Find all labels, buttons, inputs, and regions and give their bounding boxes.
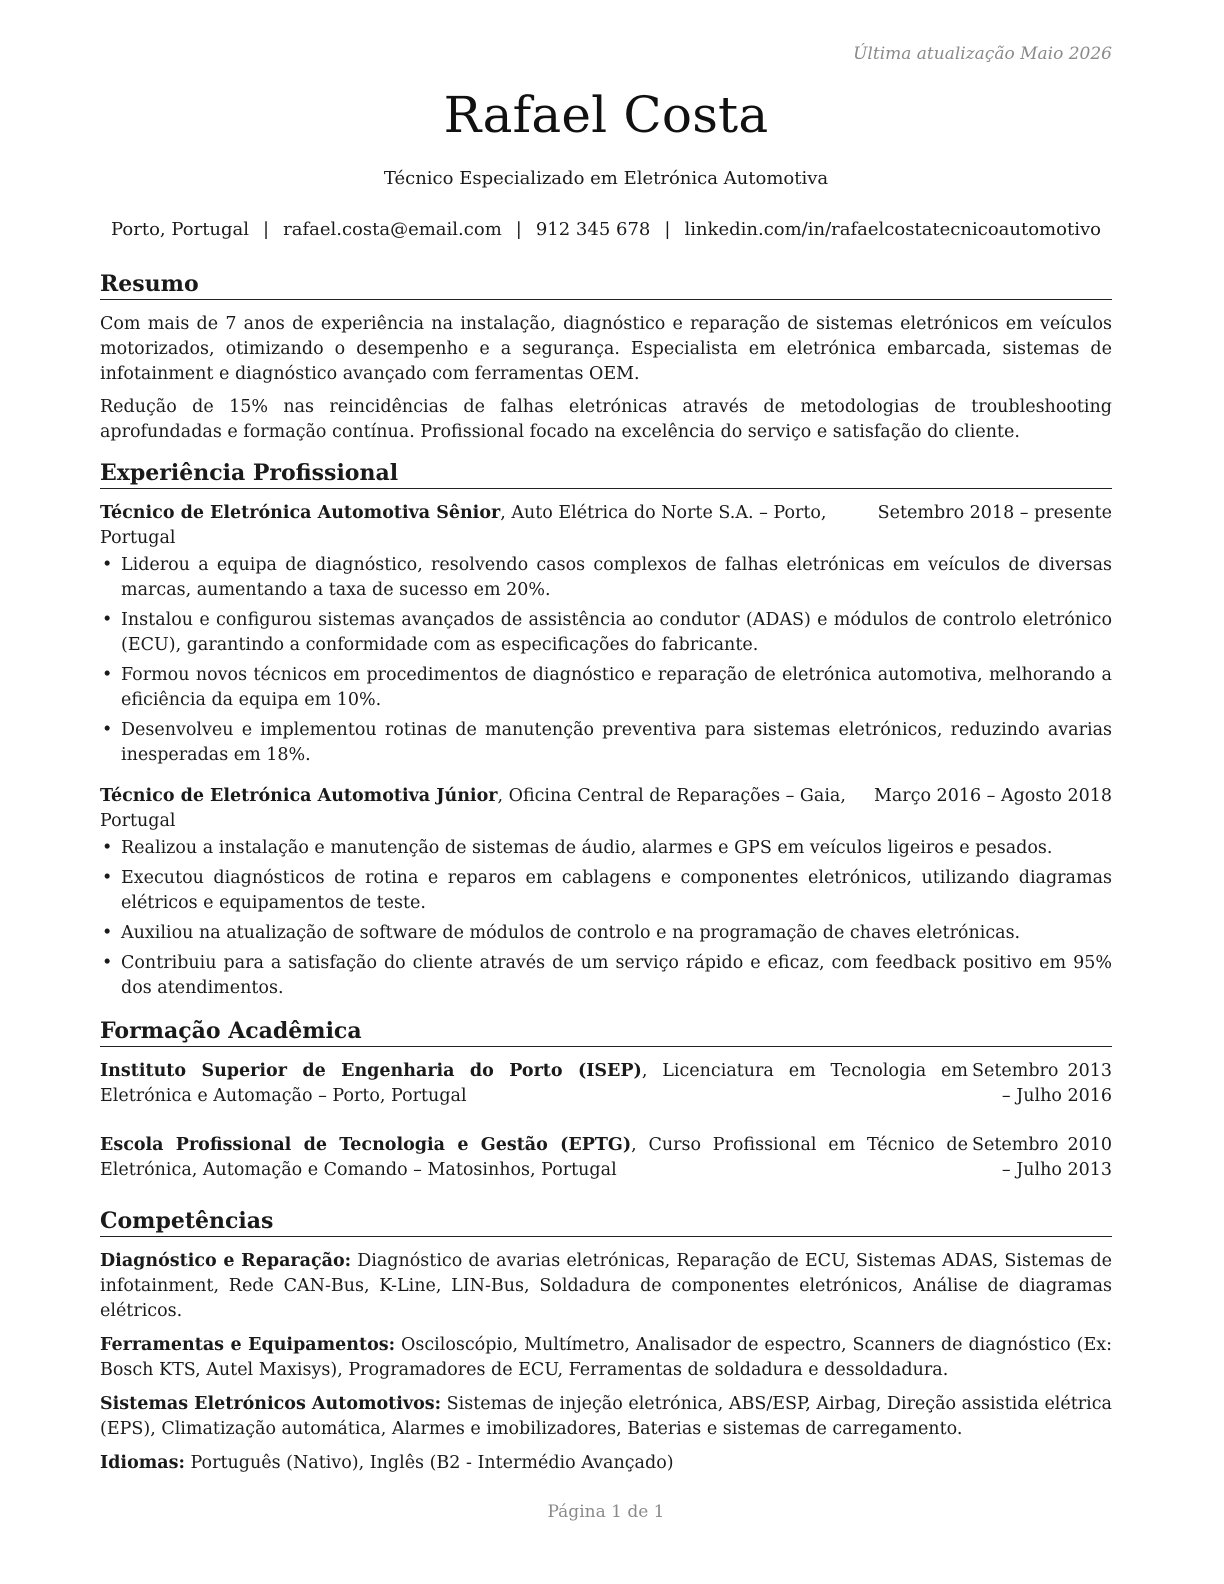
job-entry <box>100 501 1112 768</box>
job-dates: Março 2016 – Agosto 2018 <box>873 786 1112 806</box>
skill-label: Sistemas Eletrónicos Automotivos: <box>100 1394 442 1414</box>
headline: Técnico Especializado em Eletrónica Automotiva <box>383 168 829 189</box>
job-dates: Setembro 2018 – presente <box>877 503 1112 523</box>
contact-phone: 912 345 678 <box>535 219 651 240</box>
bullet-marker: • <box>102 923 113 943</box>
skill-group <box>100 1451 1112 1476</box>
job-role: Técnico de Eletrónica Automotiva Sênior <box>100 503 501 523</box>
section-title: Resumo <box>100 270 1112 300</box>
education-school: Instituto Superior de Engenharia do Porto (ISEP) <box>100 1061 642 1081</box>
education-entry <box>100 1133 1112 1183</box>
job-bullets <box>100 836 1112 1001</box>
list-item <box>100 951 1112 1001</box>
candidate-name: Rafael Costa <box>443 86 769 144</box>
bullet-marker: • <box>102 610 113 630</box>
skill-text: Sistemas de injeção eletrónica, ABS/ESP, Airbag, Direção assistida elétrica (EPS), Climatização automática, Alarmes e imobilizadores, Baterias e sistemas de carregamento. <box>100 1394 1112 1439</box>
job-role: Técnico de Eletrónica Automotiva Júnior <box>100 786 498 806</box>
education-dates: Setembro 2013 – Julho 2016 <box>972 1061 1112 1106</box>
section-title: Experiência Profissional <box>100 459 1112 489</box>
contact-location: Porto, Portugal <box>111 219 250 240</box>
skill-text: Osciloscópio, Multímetro, Analisador de espectro, Scanners de diagnóstico (Ex: Bosch KTS, Autel Maxisys), Programadores de ECU, Ferramentas de soldadura e dessoldadura. <box>100 1335 1112 1380</box>
skill-group <box>100 1392 1112 1442</box>
resume-page <box>100 0 1112 1584</box>
page-number: Página 1 de 1 <box>547 1502 665 1522</box>
summary-paragraph: Com mais de 7 anos de experiência na instalação, diagnóstico e reparação de sistemas eletrónicos em veículos motorizados, otimizando o desempenho e a segurança. Especialista em eletrónica embarcada, sistemas de infotainment e diagnóstico avançado com ferramentas OEM. <box>100 314 1112 384</box>
bullet-marker: • <box>102 720 113 740</box>
contact-linkedin[interactable]: linkedin.com/in/rafaelcostatecnicoautomotivo <box>684 219 1101 240</box>
job-entry <box>100 784 1112 1001</box>
last-updated: Última atualização Maio 2026 <box>853 44 1112 64</box>
education-school: Escola Profissional de Tecnologia e Gestão (EPTG) <box>100 1135 632 1155</box>
skill-group <box>100 1249 1112 1324</box>
contact-separator: | <box>664 219 671 240</box>
bullet-text: Realizou a instalação e manutenção de sistemas de áudio, alarmes e GPS em veículos ligeiros e pesados. <box>121 838 1053 858</box>
job-company: , Oficina Central de Reparações – Gaia, Portugal <box>100 786 846 831</box>
contact-separator: | <box>263 219 270 240</box>
bullet-text: Instalou e configurou sistemas avançados de assistência ao condutor (ADAS) e módulos de controlo eletrónico (ECU), garantindo a conformidade com as especificações do fabricante. <box>121 610 1112 655</box>
contact-separator: | <box>515 219 522 240</box>
skill-group <box>100 1333 1112 1383</box>
bullet-text: Liderou a equipa de diagnóstico, resolvendo casos complexos de falhas eletrónicas em veículos de diversas marcas, aumentando a taxa de sucesso em 20%. <box>121 555 1112 600</box>
job-company: , Auto Elétrica do Norte S.A. – Porto, Portugal <box>100 503 827 548</box>
resume-content <box>100 270 1112 1490</box>
section-title: Formação Acadêmica <box>100 1017 1112 1047</box>
bullet-text: Formou novos técnicos em procedimentos de diagnóstico e reparação de eletrónica automotiva, melhorando a eficiência da equipa em 10%. <box>121 665 1112 710</box>
list-item <box>100 608 1112 658</box>
skill-text: Diagnóstico de avarias eletrónicas, Reparação de ECU, Sistemas ADAS, Sistemas de infotainment, Rede CAN-Bus, K-Line, LIN-Bus, Soldadura de componentes eletrónicos, Análise de diagramas elétricos. <box>100 1251 1113 1321</box>
education-section <box>100 1017 1112 1183</box>
list-item <box>100 836 1112 861</box>
education-detail: , Curso Profissional em Técnico de Eletrónica, Automação e Comando – Matosinhos, Portugal <box>100 1135 968 1180</box>
skill-text: Português (Nativo), Inglês (B2 - Intermédio Avançado) <box>184 1453 674 1473</box>
bullet-marker: • <box>102 665 113 685</box>
experience-section <box>100 459 1112 1001</box>
list-item <box>100 866 1112 916</box>
bullet-marker: • <box>102 555 113 575</box>
bullet-text: Contribuiu para a satisfação do cliente através de um serviço rápido e eficaz, com feedback positivo em 95% dos atendimentos. <box>121 953 1112 998</box>
contact-email[interactable]: rafael.costa@email.com <box>283 219 502 240</box>
skills-section <box>100 1207 1112 1476</box>
list-item <box>100 553 1112 603</box>
education-entry <box>100 1059 1112 1109</box>
skill-label: Idiomas: <box>100 1453 185 1473</box>
job-bullets <box>100 553 1112 768</box>
job-header <box>100 501 1112 551</box>
list-item <box>100 663 1112 713</box>
education-detail: , Licenciatura em Tecnologia em Eletrónica e Automação – Porto, Portugal <box>100 1061 968 1106</box>
summary-section <box>100 270 1112 445</box>
bullet-marker: • <box>102 953 113 973</box>
skill-label: Diagnóstico e Reparação: <box>100 1251 352 1271</box>
bullet-marker: • <box>102 868 113 888</box>
list-item <box>100 921 1112 946</box>
summary-paragraph: Redução de 15% nas reincidências de falhas eletrónicas através de metodologias de troubleshooting aprofundadas e formação contínua. Profissional focado na excelência do serviço e satisfação do cliente. <box>100 397 1112 442</box>
bullet-text: Desenvolveu e implementou rotinas de manutenção preventiva para sistemas eletrónicos, reduzindo avarias inesperadas em 18%. <box>121 720 1112 765</box>
education-dates: Setembro 2010 – Julho 2013 <box>972 1135 1112 1180</box>
contact-line <box>100 219 1112 240</box>
job-header <box>100 784 1112 834</box>
bullet-text: Executou diagnósticos de rotina e reparos em cablagens e componentes eletrónicos, utilizando diagramas elétricos e equipamentos de teste. <box>121 868 1112 913</box>
list-item <box>100 718 1112 768</box>
bullet-text: Auxiliou na atualização de software de módulos de controlo e na programação de chaves eletrónicas. <box>121 923 1021 943</box>
skill-label: Ferramentas e Equipamentos: <box>100 1335 396 1355</box>
bullet-marker: • <box>102 838 113 858</box>
section-title: Competências <box>100 1207 1112 1237</box>
